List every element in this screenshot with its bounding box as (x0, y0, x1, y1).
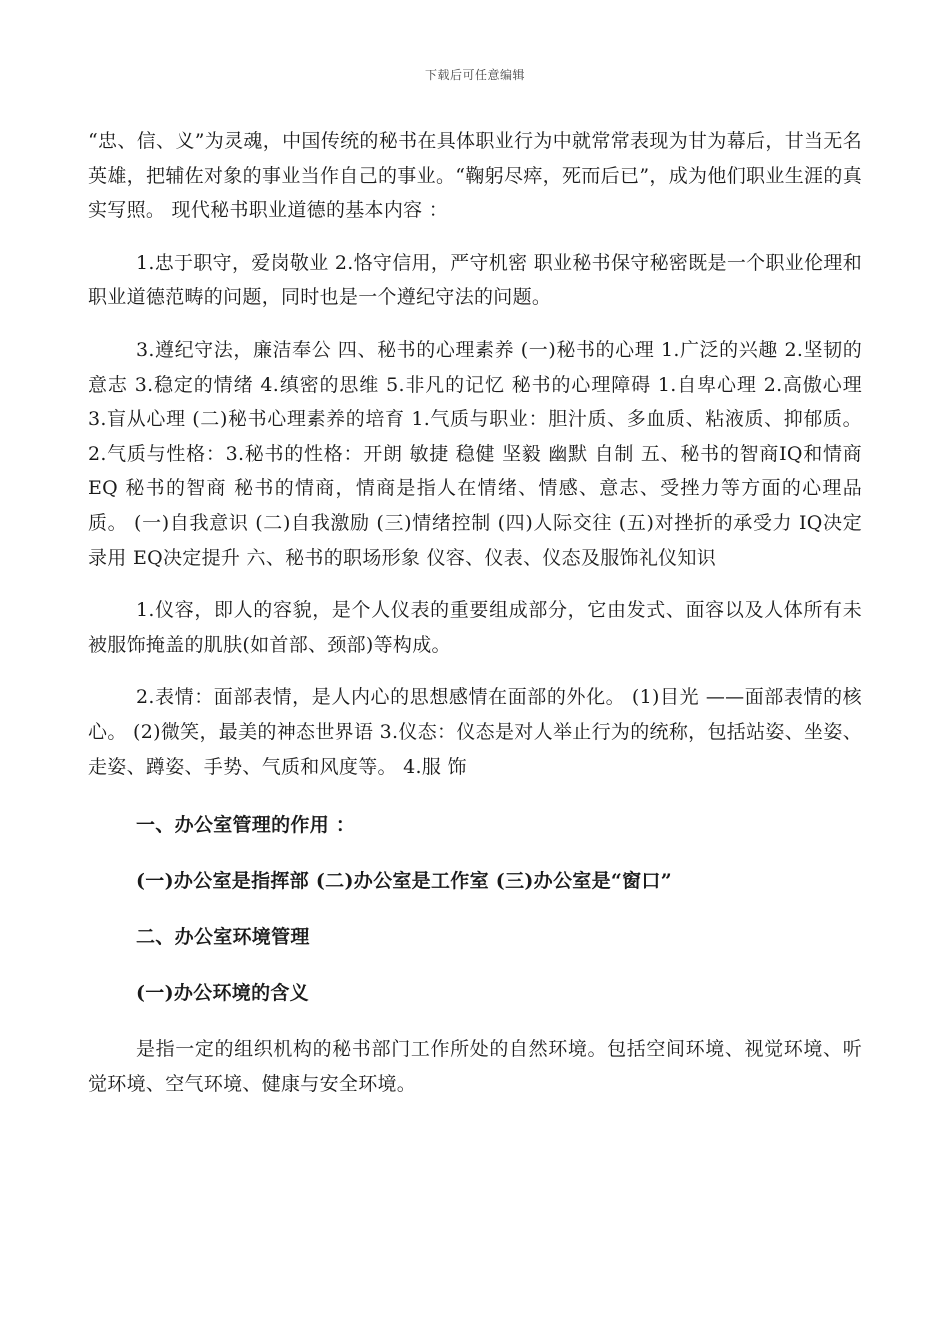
heading-office-environment: 二、办公室环境管理 (136, 926, 310, 949)
heading-office-management-role: 一、办公室管理的作用 ： (136, 814, 356, 837)
paragraph-environment-definition: 是指一定的组织机构的秘书部门工作所处的自然环境。包括空间环境、视觉环境、听觉环境、空气环境、健康与安全环境。 (88, 1038, 862, 1095)
heading-environment-meaning: (一)办公环境的含义 (136, 982, 309, 1005)
paragraph-expression-posture: 2.表情：面部表情，是人内心的思想感情在面部的外化。 (1)目光 ——面部表情的核心。 (2)微笑，最美的神态世界语 3.仪态：仪态是对人举止行为的统称，包括站姿、坐姿、走姿、蹲姿、手势、气质和风度等。 4.服 饰 (88, 686, 862, 778)
paragraph-secretary-ethics: “忠、信、义”为灵魂，中国传统的秘书在具体职业行为中就常常表现为甘为幕后，甘当无名英雄，把辅佐对象的事业当作自己的事业。“鞠躬尽瘁，死而后已”，成为他们职业生涯的真实写照。 现代秘书职业道德的基本内容 ： (88, 130, 862, 222)
paragraph-loyalty-confidentiality: 1.忠于职守，爱岗敬业 2.恪守信用，严守机密 职业秘书保守秘密既是一个职业伦理和职业道德范畴的问题，同时也是一个遵纪守法的问题。 (88, 251, 862, 309)
document-body (88, 124, 862, 1101)
heading-office-functions: (一)办公室是指挥部 (二)办公室是工作室 (三)办公室是“窗口” (136, 870, 672, 893)
page-header: 下载后可任意编辑 (424, 68, 525, 82)
paragraph-appearance: 1.仪容，即人的容貌，是个人仪表的重要组成部分，它由发式、面容以及人体所有未被服饰掩盖的肌肤(如首部、颈部)等构成。 (88, 599, 862, 656)
paragraph-psychology: 3.遵纪守法，廉洁奉公 四、秘书的心理素养 (一)秘书的心理 1.广泛的兴趣 2.坚韧的意志 3.稳定的情绪 4.缜密的思维 5.非凡的记忆 秘书的心理障碍 1.自卑心理 2.高傲心理 3.盲从心理 (二)秘书心理素养的培育 1.气质与职业：胆汁质、多血质、粘液质、抑郁质。 2.气质与性格：3.秘书的性格：开朗 敏捷 稳健 坚毅 幽默 自制 五、秘书的智商IQ和情商EQ 秘书的智商 秘书的情商，情商是指人在情绪、情感、意志、受挫力等方面的心理品质。 (一)自我意识 (二)自我激励 (三)情绪控制 (四)人际交往 (五)对挫折的承受力 IQ决定录用 EQ决定提升 六、秘书的职场形象 仪容、仪表、仪态及服饰礼仪知识 (88, 338, 862, 569)
